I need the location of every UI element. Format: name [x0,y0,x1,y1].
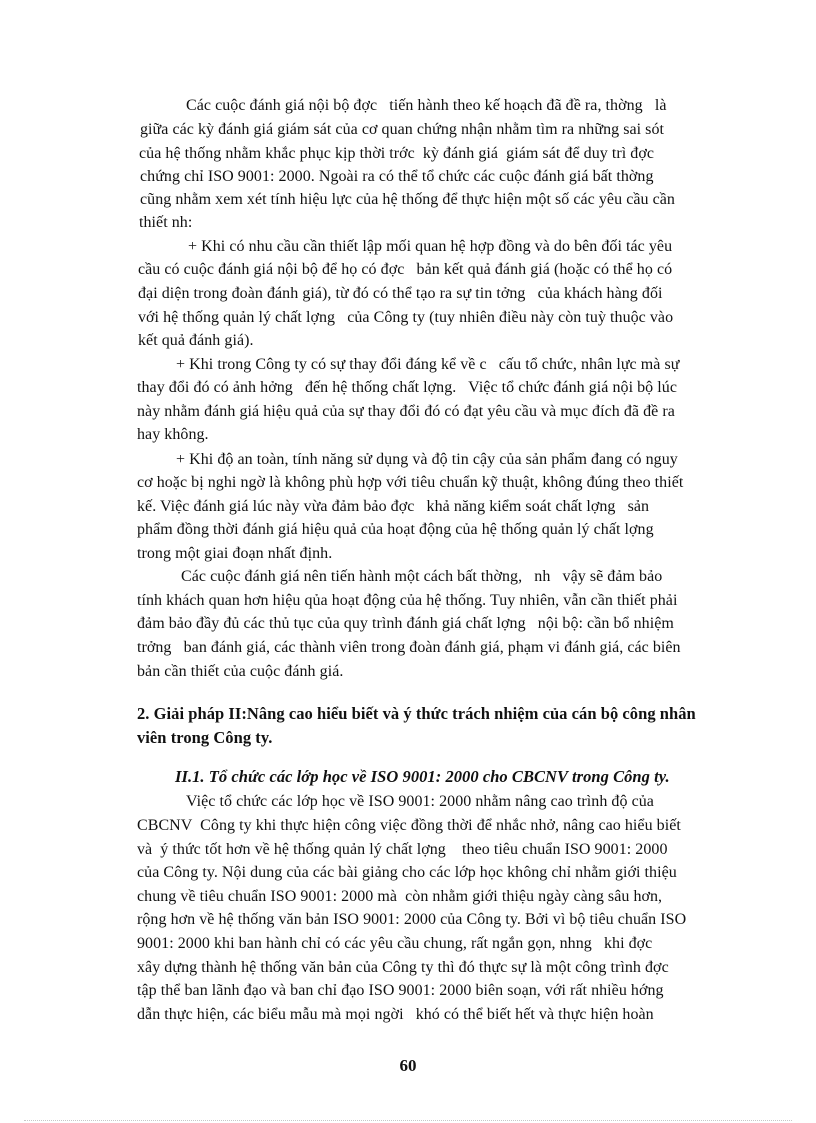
text-line: cầu có cuộc đánh giá nội bộ để họ có đợc bản kết quả đánh giá (hoặc có thể họ có [138,261,673,278]
section-heading-line-1: 2. Giải pháp II:Nâng cao hiểu biết và ý thức trách nhiệm của cán bộ công nhân [137,704,696,723]
text-line: kết quả đánh giá). [138,332,254,349]
text-line: và ý thức tốt hơn về hệ thống quản lý chất lợng theo tiêu chuẩn ISO 9001: 2000 [137,841,668,858]
text-line: phẩm đồng thời đánh giá hiệu quả của hoạt động của hệ thống quản lý chất lợng [137,521,654,538]
page-number: 60 [399,1056,417,1075]
text-line: thay đổi đó có ảnh hởng đến hệ thống chất lợng. Việc tổ chức đánh giá nội bộ lúc [137,379,677,396]
text-line: với hệ thống quản lý chất lợng của Công ty (tuy nhiên điều này còn tuỳ thuộc vào [138,309,674,326]
text-line: của hệ thống nhằm khắc phục kịp thời trớc kỳ đánh giá giám sát để duy trì đợc [139,145,654,162]
text-line: cũng nhằm xem xét tính hiệu lực của hệ thống để thực hiện một số các yêu cầu cần [140,191,675,208]
bottom-divider [24,1120,792,1121]
text-line: + Khi trong Công ty có sự thay đổi đáng kể về c cấu tổ chức, nhân lực mà sự [176,356,680,373]
text-line: chung về tiêu chuẩn ISO 9001: 2000 mà còn nhằm giới thiệu ngày càng sâu hơn, [137,888,663,905]
text-line: bản cần thiết của cuộc đánh giá. [137,663,344,680]
text-line: hay không. [137,426,209,443]
text-line: trởng ban đánh giá, các thành viên trong đoàn đánh giá, phạm vi đánh giá, các biên [137,639,681,656]
text-line: CBCNV Công ty khi thực hiện công việc đồng thời để nhắc nhở, nâng cao hiểu biết [137,817,681,834]
text-line: trong một giai đoạn nhất định. [137,545,333,562]
text-line: Các cuộc đánh giá nên tiến hành một cách bất thờng, nh vậy sẽ đảm bảo [181,568,663,585]
text-line: 9001: 2000 khi ban hành chỉ có các yêu cầu chung, rất ngắn gọn, nhng khi đợc [137,935,653,952]
text-line: kế. Việc đánh giá lúc này vừa đảm bảo đợc khả năng kiểm soát chất lợng sản [137,498,650,515]
text-line: tính khách quan hơn hiệu qủa hoạt động của hệ thống. Tuy nhiên, vẫn cần thiết phải [137,592,678,609]
text-line: của Công ty. Nội dung của các bài giảng cho các lớp học không chỉ nhằm giới thiệu [137,864,677,881]
text-line: + Khi độ an toàn, tính năng sử dụng và độ tin cậy của sản phẩm đang có nguy [176,451,678,468]
text-line: rộng hơn về hệ thống văn bản ISO 9001: 2000 của Công ty. Bởi vì bộ tiêu chuẩn ISO [137,911,687,928]
text-line: giữa các kỳ đánh giá giám sát của cơ quan chứng nhận nhằm tìm ra những sai sót [140,121,665,138]
text-line: Các cuộc đánh giá nội bộ đợc tiến hành theo kế hoạch đã đề ra, thờng là [186,97,667,114]
text-line: xây dựng thành hệ thống văn bản của Công ty thì đó thực sự là một công trình đợc [137,959,669,976]
subsection-heading: II.1. Tổ chức các lớp học về ISO 9001: 2000 cho CBCNV trong Công ty. [175,767,670,786]
section-heading-line-2: viên trong Công ty. [137,728,273,747]
text-line: chứng chỉ ISO 9001: 2000. Ngoài ra có thể tổ chức các cuộc đánh giá bất thờng [140,168,654,185]
text-line: đảm bảo đầy đủ các thủ tục của quy trình đánh giá chất lợng nội bộ: cần bổ nhiệm [137,615,674,632]
text-line: Việc tổ chức các lớp học về ISO 9001: 2000 nhằm nâng cao trình độ của [186,793,654,810]
text-line: này nhằm đánh giá hiệu quả của sự thay đổi đó có đạt yêu cầu và mục đích đã đề ra [137,403,675,420]
text-line: dẫn thực hiện, các biểu mẫu mà mọi ngời khó có thể biết hết và thực hiện hoàn [137,1006,654,1023]
text-line: thiết nh: [139,214,193,231]
text-line: đại diện trong đoàn đánh giá), từ đó có thể tạo ra sự tin tởng của khách hàng đối [138,285,663,302]
text-line: + Khi có nhu cầu cần thiết lập mối quan hệ hợp đồng và do bên đối tác yêu [188,238,673,255]
text-line: tập thể ban lãnh đạo và ban chỉ đạo ISO 9001: 2000 biên soạn, với rất nhiều hớng [137,982,664,999]
text-line: cơ hoặc bị nghi ngờ là không phù hợp với tiêu chuẩn kỹ thuật, không đúng theo thiết [137,474,684,491]
